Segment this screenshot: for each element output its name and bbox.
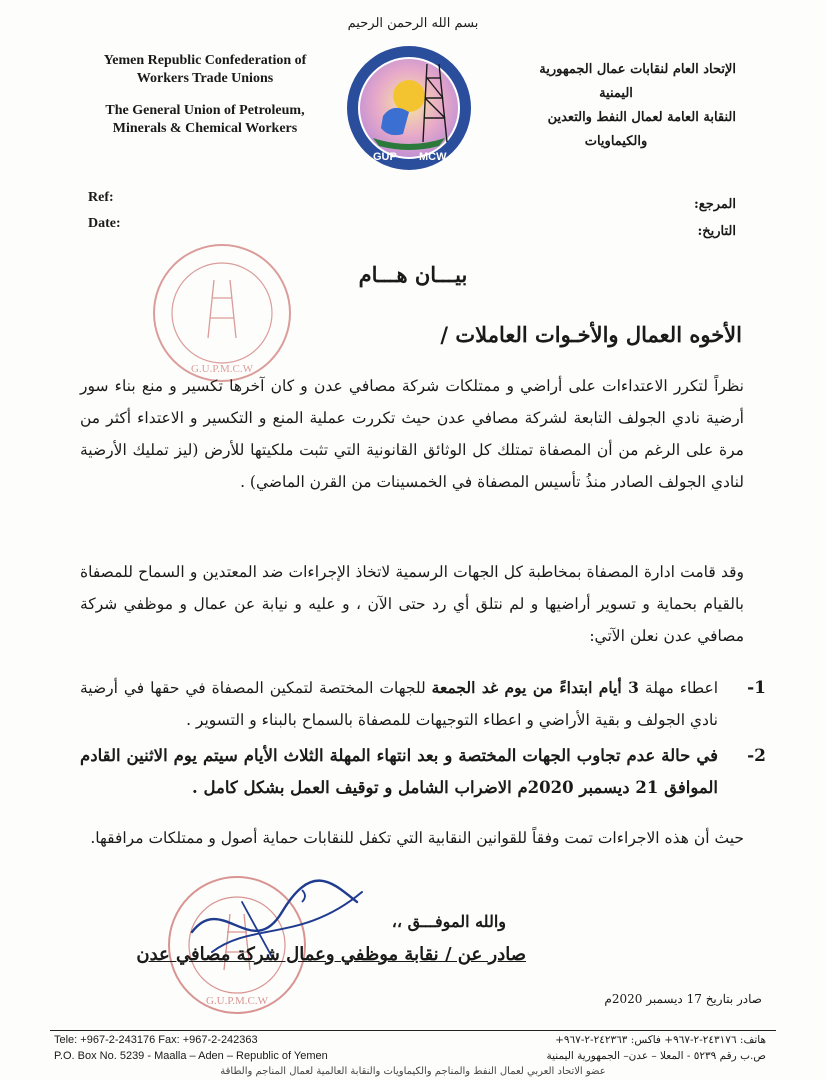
basmala: بسم الله الرحمن الرحيم — [347, 16, 479, 31]
official-stamp-label: G.U.P.M.C.W — [205, 995, 269, 1007]
issued-date: صادر بتاريخ 17 ديسمبر 2020م — [604, 992, 762, 1006]
item-2-text — [80, 740, 718, 804]
arabic-letterhead — [496, 58, 736, 154]
union-logo — [343, 38, 475, 178]
en-org-line-1: Yemen Republic Confederation of — [103, 53, 307, 68]
date-label-en: Date: — [88, 216, 121, 231]
english-letterhead — [70, 52, 340, 138]
ar-union-line-1: النقابة العامة لعمال النفط والتعدين — [547, 110, 736, 125]
greeting: الأخوه العمال والأخـوات العاملات / — [440, 322, 742, 347]
issuer-line: صادر عن / نقابة موظفي وعمال شركة مصافي عدن — [136, 944, 526, 965]
en-union-line-1: The General Union of Petroleum, — [105, 103, 305, 118]
demand-item-2 — [80, 740, 766, 804]
ref-label-ar: المرجع: — [693, 197, 736, 212]
demand-item-1 — [80, 672, 766, 736]
item-2-part-a: في حالة عدم تجاوب الجهات المختصة و بعد انتهاء المهلة الثلاث الأيام سيتم — [197, 746, 718, 765]
paragraph-2: وقد قامت ادارة المصفاة بمخاطبة كل الجهات الرسمية لاتخاذ الإجراءات ضد المعتدين و السماح للمصفاة بالقيام بحماية و تسوير أراضيها و لم نتلق أي رد حتى الآن ، و عليه و نيابة عن عمال و موظفي شركة مصافي عدن نعلن الآتي: — [80, 563, 744, 645]
logo-mcw-label: MCW — [419, 151, 447, 163]
item-2-number: 2- — [747, 746, 766, 766]
logo-gup-label: GUP — [373, 151, 397, 163]
item-2-part-b: يوم الاثنين القادم الموافق 21 ديسمبر 2020م الاضراب الشامل و توقيف العمل بشكل كامل . — [80, 746, 718, 797]
footer-ar-phone: هاتف: ٢٤٣١٧٦-٢-٩٦٧+ فاكس: ٢٤٢٣٦٣-٢-٩٦٧+ — [555, 1034, 766, 1046]
ar-org-line-1: الإتحاد العام لنقابات عمال الجمهورية — [539, 62, 736, 77]
paragraph-1: نظراً لتكرر الاعتداءات على أراضي و ممتلكات شركة مصافي عدن و كان آخرها تكسير و منع بناء سور أرضية نادي الجولف التابعة لشركة مصافي عدن حيث تكررت عملية المنع و التكسير و الاعتداء أكثر من مرة على الرغم من أن المصفاة تمتلك كل الوثائق القانونية التي تثبت ملكيتها للأرض (ليز تمليك الأرضية لنادي الجولف الصادر منذُ تأسيس المصفاة في الخمسينات من القرن الماضي) . — [80, 377, 744, 491]
watermark-stamp — [148, 238, 296, 388]
item-1-part-c: للجهات المختصة لتمكين المصفاة في حقها في أرضية نادي الجولف و بقية الأراضي و اعطاء التوجيهات للمصفاة بالسماح بالبناء و التسوير . — [80, 679, 718, 729]
ar-org-line-2: اليمنية — [599, 86, 633, 101]
item-1-text — [80, 672, 718, 736]
footer-po-box: P.O. Box No. 5239 - Maalla – Aden – Republic of Yemen — [54, 1050, 328, 1062]
en-union-line-2: Minerals & Chemical Workers — [112, 121, 298, 136]
closing-salutation: والله الموفـــق ،، — [391, 912, 506, 931]
paragraph-3: حيث أن هذه الاجراءات تمت وفقاً للقوانين النقابية التي تكفل للنقابات حماية أصول و ممتلكات مرافقها. — [90, 829, 744, 847]
footer-tel-fax: Tele: +967-2-243176 Fax: +967-2-242363 — [54, 1034, 258, 1046]
statement-title: بيـــان هـــام — [358, 262, 468, 287]
ref-label-en: Ref: — [88, 190, 114, 205]
en-org-line-2: Workers Trade Unions — [136, 71, 274, 86]
date-label-ar: التاريخ: — [697, 224, 736, 239]
stamp-label: G.U.P.M.C.W — [190, 363, 254, 375]
footer-ar-po: ص.ب رقم ٥٢٣٩ - المعلا – عدن– الجمهورية اليمنية — [546, 1050, 766, 1062]
footer-cut-line: عضو الاتحاد العربي لعمال النفط والمناجم والكيماويات والنقابة العالمية لعمال المناجم والطاقة — [220, 1066, 606, 1077]
item-1-part-b: 3 أيام ابتداءً من يوم غد الجمعة — [431, 678, 639, 697]
item-1-number: 1- — [747, 678, 766, 698]
item-1-part-a: اعطاء مهلة — [638, 679, 719, 697]
ar-union-line-2: والكيماويات — [584, 134, 648, 149]
footer-divider — [50, 1030, 776, 1031]
